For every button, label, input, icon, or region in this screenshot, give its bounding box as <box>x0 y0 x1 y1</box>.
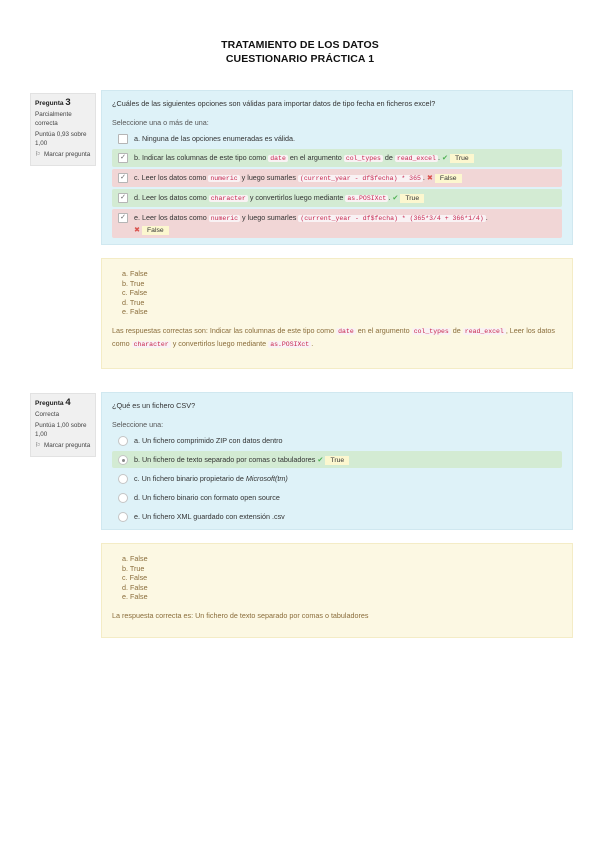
correct-answer-text: Las respuestas correctas son: Indicar las columnas de este tipo como date en el argumento col_types de read_excel , Leer los datos como character y convertirlos luego mediante as.POSIXct . <box>112 325 555 348</box>
title-line-2: CUESTIONARIO PRÁCTICA 1 <box>225 53 375 65</box>
question-score: Puntúa 0,93 sobre 1,00 <box>35 131 87 147</box>
checkbox[interactable] <box>118 134 128 144</box>
question-3-info <box>30 93 96 166</box>
option-a[interactable]: a. Ninguna de las opciones enumeradas es válida. <box>112 130 562 147</box>
checkbox-checked[interactable]: ✓ <box>118 193 128 203</box>
question-text: ¿Qué es un fichero CSV? <box>112 401 196 410</box>
question-4-feedback <box>101 543 573 638</box>
checkbox-checked[interactable]: ✓ <box>118 173 128 183</box>
option-b[interactable]: ✓ b. Indicar las columnas de este tipo como date en el argumento col_types de read_excel . ✔ True <box>112 149 562 167</box>
radio[interactable] <box>118 474 128 484</box>
question-status: Correcta <box>35 411 60 418</box>
question-number: Pregunta 4 <box>35 397 71 408</box>
cross-icon: ✖ <box>426 173 433 182</box>
answer-tag: False <box>142 226 169 235</box>
checkbox-checked[interactable]: ✓ <box>118 213 128 223</box>
list-item: c. False <box>122 288 148 297</box>
question-4-box <box>101 392 573 530</box>
answer-tag: True <box>325 456 349 465</box>
question-score: Puntúa 1,00 sobre 1,00 <box>35 422 87 438</box>
question-number: Pregunta 3 <box>35 97 71 108</box>
list-item: b. True <box>122 278 145 288</box>
answer-prompt: Seleccione una o más de una: <box>112 118 209 127</box>
page-title <box>0 38 600 66</box>
radio[interactable] <box>118 493 128 503</box>
radio[interactable] <box>118 512 128 522</box>
option-d[interactable]: ✓ d. Leer los datos como character y convertirlos luego mediante as.POSIXct . ✔ True <box>112 189 562 207</box>
option-a[interactable]: a. Un fichero comprimido ZIP con datos dentro <box>112 432 562 449</box>
radio[interactable] <box>118 436 128 446</box>
answer-tag: True <box>450 154 474 163</box>
option-b[interactable]: b. Un fichero de texto separado por comas o tabuladores ✔ True <box>112 451 562 468</box>
answer-prompt: Seleccione una: <box>112 420 164 429</box>
answer-tag: True <box>400 194 424 203</box>
list-item: d. False <box>122 582 148 592</box>
feedback-list <box>112 269 562 317</box>
list-item: d. True <box>122 297 145 307</box>
radio-selected[interactable] <box>118 455 128 465</box>
feedback-list <box>112 554 562 602</box>
list-item: e. False <box>122 592 148 601</box>
correct-answer-text: La respuesta correcta es: Un fichero de texto separado por comas o tabuladores <box>112 610 369 620</box>
cross-icon: ✖ <box>134 225 141 234</box>
check-icon: ✔ <box>441 153 448 162</box>
list-item: c. False <box>122 573 148 582</box>
flag-icon: ⚐ <box>35 442 41 449</box>
title-line-1: TRATAMIENTO DE LOS DATOS <box>221 39 379 51</box>
list-item: e. False <box>122 307 148 316</box>
option-e[interactable]: e. Un fichero XML guardado con extensión .csv <box>112 508 562 525</box>
list-item: b. True <box>122 563 145 573</box>
flag-question-link[interactable]: ⚐ Marcar pregunta <box>35 442 91 449</box>
flag-question-link[interactable]: ⚐ Marcar pregunta <box>35 151 91 158</box>
option-c[interactable]: c. Un fichero binario propietario de Microsoft(tm) <box>112 470 562 487</box>
check-icon: ✔ <box>317 455 324 464</box>
question-3-feedback <box>101 258 573 369</box>
check-icon: ✔ <box>392 193 399 202</box>
option-c[interactable]: ✓ c. Leer los datos como numeric y luego sumarles (current_year - df$fecha) * 365 . ✖ False <box>112 169 562 187</box>
list-item: a. False <box>122 269 148 278</box>
question-4-info <box>30 393 96 457</box>
question-text: ¿Cuáles de las siguientes opciones son válidas para importar datos de tipo fecha en ficheros excel? <box>112 99 436 108</box>
answer-tag: False <box>435 174 462 183</box>
option-d[interactable]: d. Un fichero binario con formato open source <box>112 489 562 506</box>
question-3-box <box>101 90 573 245</box>
option-e[interactable]: ✓ e. Leer los datos como numeric y luego sumarles (current_year - df$fecha) * (365*3/4 + 366*1/4) . ✖ False <box>112 209 562 238</box>
question-status: Parcialmente correcta <box>35 111 72 127</box>
flag-icon: ⚐ <box>35 151 41 158</box>
list-item: a. False <box>122 554 148 563</box>
checkbox-checked[interactable]: ✓ <box>118 153 128 163</box>
